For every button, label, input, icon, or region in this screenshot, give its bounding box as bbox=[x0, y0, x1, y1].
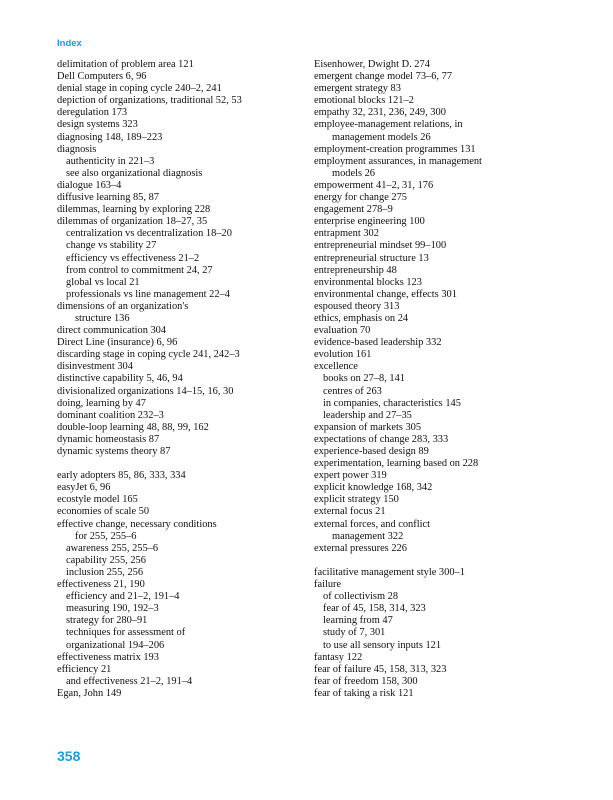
index-entry: expansion of markets 305 bbox=[314, 421, 422, 433]
index-entry: Direct Line (insurance) 6, 96 bbox=[57, 337, 178, 349]
index-entry: early adopters 85, 86, 333, 334 bbox=[57, 470, 186, 482]
index-subentry: leadership and 27–35 bbox=[323, 409, 412, 421]
index-entry: distinctive capability 5, 46, 94 bbox=[57, 373, 183, 385]
index-entry: expectations of change 283, 333 bbox=[314, 433, 449, 445]
index-entry: explicit knowledge 168, 342 bbox=[314, 482, 433, 494]
index-entry: external focus 21 bbox=[314, 506, 386, 518]
index-subentry: to use all sensory inputs 121 bbox=[323, 639, 442, 651]
index-entry: entrepreneurship 48 bbox=[314, 264, 397, 276]
index-entry: Eisenhower, Dwight D. 274 bbox=[314, 59, 430, 70]
index-entry: effectiveness 21, 190 bbox=[57, 579, 145, 591]
index-subentry: models 26 bbox=[332, 167, 376, 179]
index-subentry: authenticity in 221–3 bbox=[66, 155, 155, 167]
index-entry: fear of taking a risk 121 bbox=[314, 687, 414, 699]
index-subentry: see also organizational diagnosis bbox=[66, 167, 203, 179]
index-entry: excellence bbox=[314, 361, 358, 373]
index-entry: evolution 161 bbox=[314, 349, 372, 361]
index-subentry: learning from 47 bbox=[323, 615, 393, 627]
index-entry: emergent change model 73–6, 77 bbox=[314, 71, 453, 83]
index-subentry: management models 26 bbox=[332, 131, 431, 143]
index-column-right bbox=[314, 59, 564, 700]
index-entry: diagnosing 148, 189–223 bbox=[57, 131, 163, 143]
index-entry: fear of freedom 158, 300 bbox=[314, 675, 418, 687]
index-entry: espoused theory 313 bbox=[314, 300, 400, 312]
index-entry: empathy 32, 231, 236, 249, 300 bbox=[314, 107, 446, 119]
index-column-left bbox=[57, 59, 307, 700]
index-entry: fear of failure 45, 158, 313, 323 bbox=[314, 663, 447, 675]
index-subentry: capability 255, 256 bbox=[66, 554, 146, 566]
index-entry: denial stage in coping cycle 240–2, 241 bbox=[57, 83, 222, 95]
index-entry: easyJet 6, 96 bbox=[57, 482, 111, 494]
index-subentry: structure 136 bbox=[75, 312, 130, 324]
index-entry: dominant coalition 232–3 bbox=[57, 409, 164, 421]
index-entry: double-loop learning 48, 88, 99, 162 bbox=[57, 421, 209, 433]
running-header: Index bbox=[57, 38, 82, 49]
index-entry: environmental blocks 123 bbox=[314, 276, 422, 288]
index-subentry: techniques for assessment of bbox=[66, 627, 186, 639]
index-subentry: books on 27–8, 141 bbox=[323, 373, 405, 385]
index-entry: employee-management relations, in bbox=[314, 119, 463, 131]
index-subentry: global vs local 21 bbox=[66, 276, 140, 288]
index-entry: facilitative management style 300–1 bbox=[314, 566, 465, 578]
index-entry: ethics, emphasis on 24 bbox=[314, 312, 409, 324]
index-entry: entrepreneurial structure 13 bbox=[314, 252, 429, 264]
index-entry: deregulation 173 bbox=[57, 107, 128, 119]
index-subentry: for 255, 255–6 bbox=[75, 530, 137, 542]
index-entry: external pressures 226 bbox=[314, 542, 407, 554]
index-entry: ecostyle model 165 bbox=[57, 494, 138, 506]
index-subentry: from control to commitment 24, 27 bbox=[66, 264, 213, 276]
index-entry: divisionalized organizations 14–15, 16, 30 bbox=[57, 385, 234, 397]
index-entry: experience-based design 89 bbox=[314, 446, 429, 457]
index-entry: employment-creation programmes 131 bbox=[314, 143, 476, 155]
index-entry: doing, learning by 47 bbox=[57, 397, 146, 409]
index-subentry: efficiency vs effectiveness 21–2 bbox=[66, 252, 200, 264]
index-entry: diffusive learning 85, 87 bbox=[57, 192, 159, 204]
index-entry: empowerment 41–2, 31, 176 bbox=[314, 179, 434, 191]
index-entry: employment assurances, in management bbox=[314, 155, 482, 167]
index-entry: design systems 323 bbox=[57, 119, 138, 131]
index-entry: explicit strategy 150 bbox=[314, 494, 399, 506]
index-entry: engagement 278–9 bbox=[314, 204, 393, 216]
index-subentry: professionals vs line management 22–4 bbox=[66, 288, 230, 300]
index-entry: diagnosis bbox=[57, 143, 97, 155]
index-subentry: inclusion 255, 256 bbox=[66, 566, 144, 578]
index-entry: expert power 319 bbox=[314, 470, 387, 482]
index-subentry: awareness 255, 255–6 bbox=[66, 542, 159, 554]
index-subentry: in companies, characteristics 145 bbox=[323, 397, 461, 409]
index-section-gap bbox=[57, 458, 307, 470]
index-entry: effective change, necessary conditions bbox=[57, 518, 217, 530]
index-entry: discarding stage in coping cycle 241, 242–3 bbox=[57, 349, 240, 361]
index-entry: dialogue 163–4 bbox=[57, 179, 122, 191]
index-subentry: centralization vs decentralization 18–20 bbox=[66, 228, 232, 240]
index-entry: evidence-based leadership 332 bbox=[314, 337, 442, 349]
index-entry: direct communication 304 bbox=[57, 325, 167, 337]
index-entry: enterprise engineering 100 bbox=[314, 216, 425, 228]
index-entry: external forces, and conflict bbox=[314, 518, 430, 530]
index-subentry: efficiency and 21–2, 191–4 bbox=[66, 591, 180, 603]
index-subentry: of collectivism 28 bbox=[323, 591, 399, 603]
index-entry: entrepreneurial mindset 99–100 bbox=[314, 240, 447, 252]
index-entry: effectiveness matrix 193 bbox=[57, 651, 159, 663]
index-entry: fantasy 122 bbox=[314, 651, 363, 663]
page-number: 358 bbox=[57, 748, 81, 764]
index-subentry: measuring 190, 192–3 bbox=[66, 603, 159, 615]
index-entry: environmental change, effects 301 bbox=[314, 288, 457, 300]
index-entry: Egan, John 149 bbox=[57, 687, 122, 699]
index-entry: failure bbox=[314, 579, 342, 591]
index-entry: dimensions of an organization's bbox=[57, 300, 189, 312]
index-subentry: management 322 bbox=[332, 530, 404, 542]
index-entry: entrapment 302 bbox=[314, 228, 379, 240]
index-entry: experimentation, learning based on 228 bbox=[314, 458, 479, 470]
index-entry: dilemmas of organization 18–27, 35 bbox=[57, 216, 208, 228]
index-entry: dilemmas, learning by exploring 228 bbox=[57, 204, 211, 216]
index-subentry: centres of 263 bbox=[323, 385, 382, 397]
index-entry: dynamic systems theory 87 bbox=[57, 446, 171, 457]
index-entry: depiction of organizations, traditional 52, 53 bbox=[57, 95, 242, 107]
index-section-gap bbox=[314, 555, 564, 567]
index-entry: efficiency 21 bbox=[57, 663, 112, 675]
index-subentry: strategy for 280–91 bbox=[66, 615, 148, 627]
index-entry: energy for change 275 bbox=[314, 192, 407, 204]
index-entry: economies of scale 50 bbox=[57, 506, 150, 518]
index-subentry: and effectiveness 21–2, 191–4 bbox=[66, 675, 193, 687]
index-entry: disinvestment 304 bbox=[57, 361, 133, 373]
index-entry: evaluation 70 bbox=[314, 325, 371, 337]
index-subentry: study of 7, 301 bbox=[323, 627, 386, 639]
index-entry: Dell Computers 6, 96 bbox=[57, 71, 147, 83]
index-entry: emergent strategy 83 bbox=[314, 83, 401, 95]
index-entry: delimitation of problem area 121 bbox=[57, 59, 194, 70]
index-subentry: change vs stability 27 bbox=[66, 240, 157, 252]
index-subentry: fear of 45, 158, 314, 323 bbox=[323, 603, 426, 615]
index-entry: dynamic homeostasis 87 bbox=[57, 433, 160, 445]
index-subentry: organizational 194–206 bbox=[66, 639, 165, 651]
index-entry: emotional blocks 121–2 bbox=[314, 95, 414, 107]
